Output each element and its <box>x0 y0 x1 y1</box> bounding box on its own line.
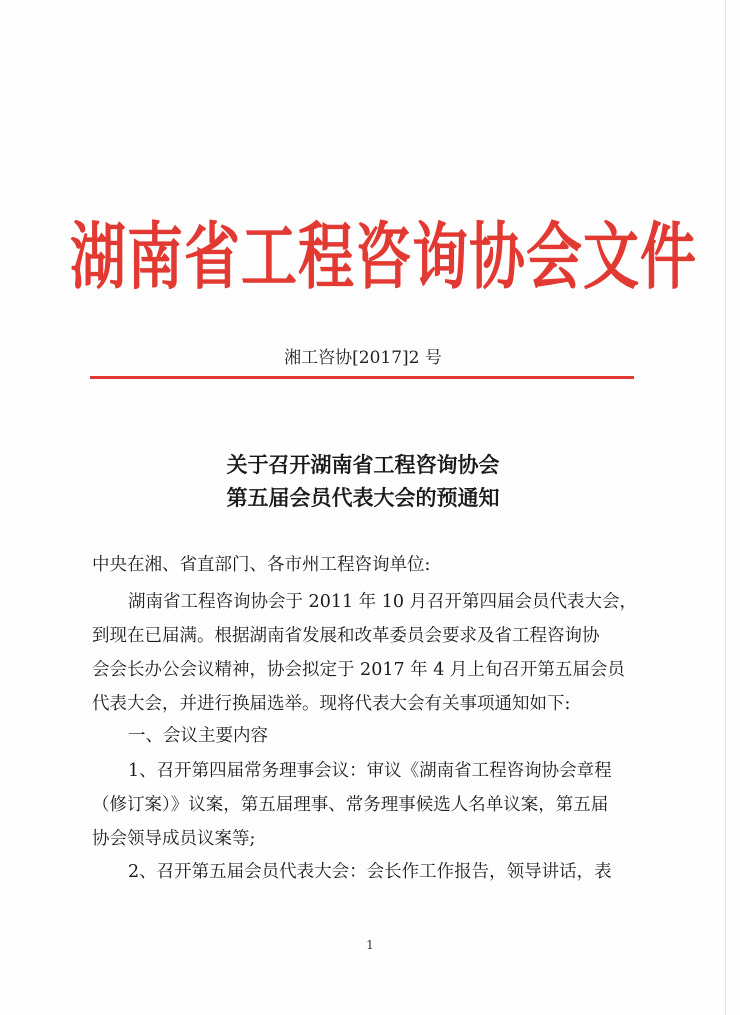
paragraph-line: 1、召开第四届常务理事会议：审议《湖南省工程咨询协会章程 <box>128 761 612 781</box>
salutation: 中央在湘、省直部门、各市州工程咨询单位: <box>92 555 431 575</box>
paragraph-line: 会会长办公会议精神，协会拟定于 2017 年 4 月上旬召开第五届会员 <box>92 660 625 680</box>
document-number: 湘工咨协[2017]2 号 <box>284 348 442 368</box>
section-heading: 一、会议主要内容 <box>128 726 268 746</box>
paragraph-line: 到现在已届满。根据湖南省发展和改革委员会要求及省工程咨询协 <box>92 626 600 646</box>
notice-title-line-2: 第五届会员代表大会的预通知 <box>226 486 500 510</box>
paragraph-line: （修订案）》议案，第五届理事、常务理事候选人名单议案，第五届 <box>92 795 609 815</box>
paragraph-line: 协会领导成员议案等; <box>92 829 256 849</box>
paragraph-line: 湖南省工程咨询协会于 2011 年 10 月召开第四届会员代表大会， <box>128 592 638 612</box>
page-number: 1 <box>366 938 374 952</box>
paragraph-line: 2、召开第五届会员代表大会：会长作工作报告，领导讲话，表 <box>128 862 612 882</box>
paragraph-line: 代表大会，并进行换届选举。现将代表大会有关事项通知如下: <box>92 694 571 714</box>
letterhead-divider <box>90 376 634 379</box>
notice-title-line-1: 关于召开湖南省工程咨询协会 <box>226 453 500 477</box>
letterhead-title: 湖南省工程咨询协会文件 <box>70 214 697 301</box>
